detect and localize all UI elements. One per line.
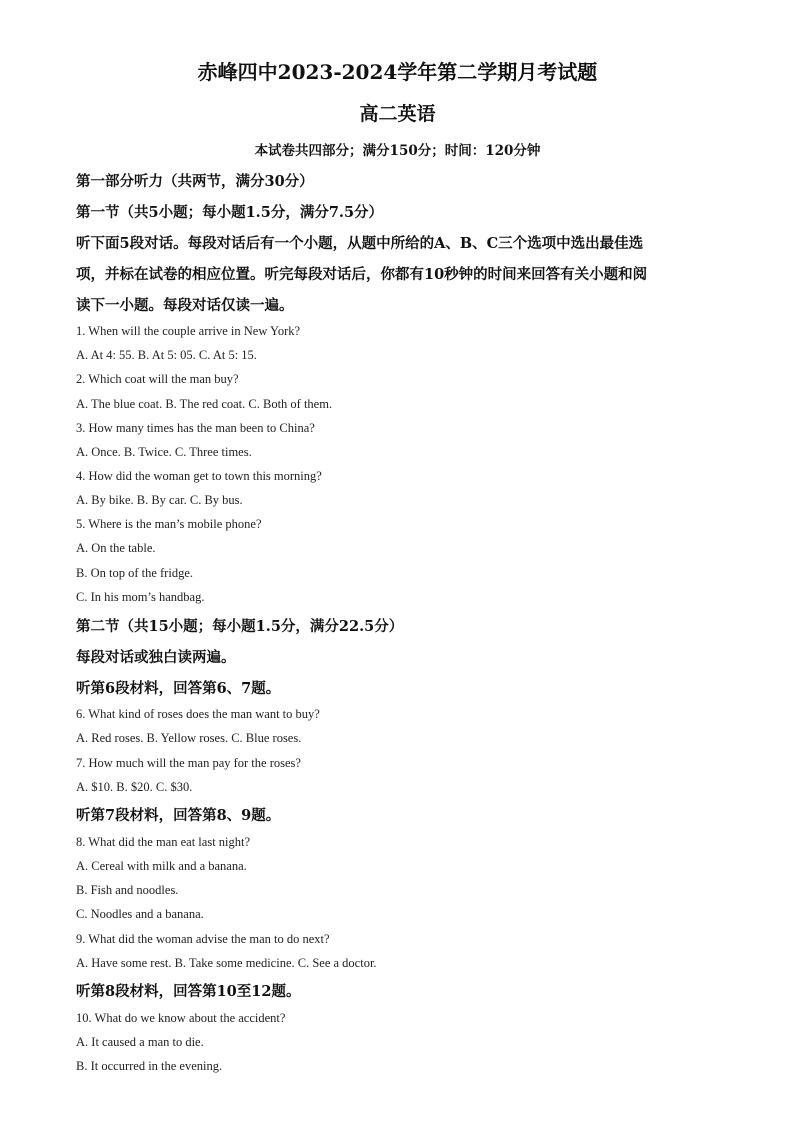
answer-options: A. $10. B. $20. C. $30. bbox=[76, 780, 193, 794]
answer-option: A. On the table. bbox=[76, 541, 156, 555]
question-text: 6. What kind of roses does the man want to buy? bbox=[76, 707, 320, 721]
instruction-line: 听下面5段对话。每段对话后有一个小题，从题中所给的A、B、C三个选项中选出最佳选 bbox=[76, 235, 644, 252]
group-heading: 听第7段材料，回答第8、9题。 bbox=[76, 807, 281, 824]
section2-heading: 第二节（共15小题；每小题1.5分，满分22.5分） bbox=[76, 618, 404, 635]
answer-options: A. Have some rest. B. Take some medicine. C. See a doctor. bbox=[76, 956, 377, 970]
part1-heading: 第一部分听力（共两节，满分30分） bbox=[76, 173, 314, 190]
question-text: 5. Where is the man’s mobile phone? bbox=[76, 517, 262, 531]
answer-option: C. In his mom’s handbag. bbox=[76, 590, 205, 604]
instruction-line: 读下一小题。每段对话仅读一遍。 bbox=[76, 297, 294, 314]
answer-option: A. It caused a man to die. bbox=[76, 1035, 204, 1049]
answer-option: C. Noodles and a banana. bbox=[76, 907, 204, 921]
answer-options: A. By bike. B. By car. C. By bus. bbox=[76, 493, 243, 507]
question-text: 10. What do we know about the accident? bbox=[76, 1011, 286, 1025]
question-text: 9. What did the woman advise the man to do next? bbox=[76, 932, 330, 946]
question-text: 2. Which coat will the man buy? bbox=[76, 372, 239, 386]
question-text: 3. How many times has the man been to China? bbox=[76, 421, 315, 435]
exam-info: 本试卷共四部分；满分150分；时间：120分钟 bbox=[254, 143, 541, 159]
answer-options: A. The blue coat. B. The red coat. C. Both of them. bbox=[76, 397, 333, 411]
answer-option: B. It occurred in the evening. bbox=[76, 1059, 223, 1073]
question-text: 8. What did the man eat last night? bbox=[76, 835, 251, 849]
answer-option: B. Fish and noodles. bbox=[76, 883, 179, 897]
group-heading: 听第8段材料，回答第10至12题。 bbox=[76, 983, 301, 1000]
instruction-line: 项，并标在试卷的相应位置。听完每段对话后，你都有10秒钟的时间来回答有关小题和阅 bbox=[76, 266, 648, 283]
answer-option: B. On top of the fridge. bbox=[76, 566, 193, 580]
question-text: 7. How much will the man pay for the roses? bbox=[76, 756, 301, 770]
group-heading: 听第6段材料，回答第6、7题。 bbox=[76, 680, 281, 697]
section1-heading: 第一节（共5小题；每小题1.5分，满分7.5分） bbox=[76, 204, 384, 221]
exam-subtitle: 高二英语 bbox=[359, 103, 436, 125]
question-text: 4. How did the woman get to town this morning? bbox=[76, 469, 322, 483]
exam-title: 赤峰四中2023-2024学年第二学期月考试题 bbox=[197, 60, 598, 84]
question-text: 1. When will the couple arrive in New York? bbox=[76, 324, 301, 338]
answer-options: A. Once. B. Twice. C. Three times. bbox=[76, 445, 252, 459]
answer-option: A. Cereal with milk and a banana. bbox=[76, 859, 247, 873]
section2-note: 每段对话或独白读两遍。 bbox=[76, 649, 236, 666]
answer-options: A. Red roses. B. Yellow roses. C. Blue roses. bbox=[76, 731, 302, 745]
answer-options: A. At 4: 55. B. At 5: 05. C. At 5: 15. bbox=[76, 348, 257, 362]
